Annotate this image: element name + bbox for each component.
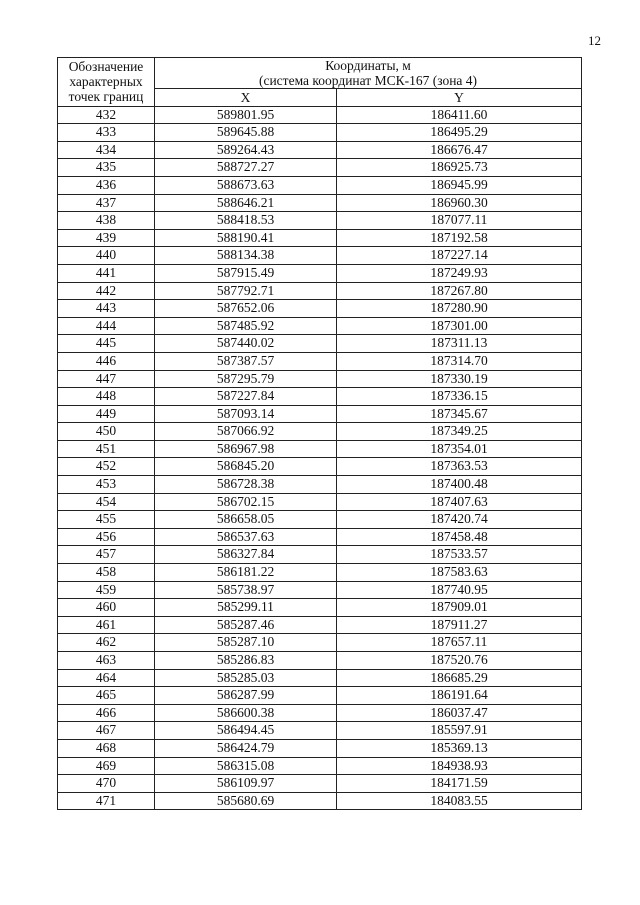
table-row [58, 687, 582, 705]
header-point-line-1: Обозначение [68, 59, 144, 75]
table-row [58, 440, 582, 458]
y-coordinate-cell: 187280.90 [337, 300, 582, 318]
table-header [58, 58, 582, 107]
page-number: 12 [588, 33, 601, 48]
point-id-cell: 450 [58, 423, 155, 441]
x-coordinate-cell: 586327.84 [155, 546, 337, 564]
point-id-cell: 454 [58, 493, 155, 511]
point-id-cell: 438 [58, 212, 155, 230]
x-coordinate-cell: 587093.14 [155, 405, 337, 423]
y-coordinate-cell: 185369.13 [337, 739, 582, 757]
y-coordinate-cell: 187533.57 [337, 546, 582, 564]
table-row [58, 476, 582, 494]
table-row [58, 405, 582, 423]
header-y: Y [337, 89, 582, 107]
x-coordinate-cell: 587295.79 [155, 370, 337, 388]
x-coordinate-cell: 586537.63 [155, 528, 337, 546]
point-id-cell: 432 [58, 106, 155, 124]
x-coordinate-cell: 587227.84 [155, 388, 337, 406]
table-row [58, 775, 582, 793]
table-row [58, 669, 582, 687]
x-coordinate-cell: 586600.38 [155, 704, 337, 722]
table-body [58, 106, 582, 810]
y-coordinate-cell: 187740.95 [337, 581, 582, 599]
y-coordinate-cell: 184171.59 [337, 775, 582, 793]
x-coordinate-cell: 587652.06 [155, 300, 337, 318]
table-row [58, 599, 582, 617]
point-id-cell: 444 [58, 317, 155, 335]
point-id-cell: 458 [58, 564, 155, 582]
x-coordinate-cell: 587792.71 [155, 282, 337, 300]
x-coordinate-cell: 585287.46 [155, 616, 337, 634]
table-row [58, 792, 582, 810]
header-coordinates-title: Координаты, м [325, 58, 411, 73]
table-row [58, 247, 582, 265]
y-coordinate-cell: 187400.48 [337, 476, 582, 494]
y-coordinate-cell: 187349.25 [337, 423, 582, 441]
x-coordinate-cell: 585680.69 [155, 792, 337, 810]
table-row [58, 176, 582, 194]
x-coordinate-cell: 586494.45 [155, 722, 337, 740]
x-coordinate-cell: 586658.05 [155, 511, 337, 529]
table-row [58, 124, 582, 142]
point-id-cell: 449 [58, 405, 155, 423]
table-row [58, 106, 582, 124]
point-id-cell: 464 [58, 669, 155, 687]
y-coordinate-cell: 187520.76 [337, 652, 582, 670]
table-row [58, 704, 582, 722]
header-point-designation [58, 58, 155, 107]
point-id-cell: 434 [58, 141, 155, 159]
y-coordinate-cell: 187077.11 [337, 212, 582, 230]
point-id-cell: 470 [58, 775, 155, 793]
y-coordinate-cell: 187330.19 [337, 370, 582, 388]
point-id-cell: 451 [58, 440, 155, 458]
x-coordinate-cell: 586967.98 [155, 440, 337, 458]
point-id-cell: 457 [58, 546, 155, 564]
y-coordinate-cell: 187911.27 [337, 616, 582, 634]
point-id-cell: 443 [58, 300, 155, 318]
y-coordinate-cell: 187314.70 [337, 352, 582, 370]
header-x: X [155, 89, 337, 107]
coordinates-table [57, 57, 582, 810]
header-coordinates [155, 58, 582, 89]
y-coordinate-cell: 187583.63 [337, 564, 582, 582]
x-coordinate-cell: 588190.41 [155, 229, 337, 247]
table-row [58, 264, 582, 282]
point-id-cell: 441 [58, 264, 155, 282]
x-coordinate-cell: 585738.97 [155, 581, 337, 599]
point-id-cell: 455 [58, 511, 155, 529]
x-coordinate-cell: 587440.02 [155, 335, 337, 353]
y-coordinate-cell: 187311.13 [337, 335, 582, 353]
point-id-cell: 436 [58, 176, 155, 194]
x-coordinate-cell: 588673.63 [155, 176, 337, 194]
y-coordinate-cell: 187301.00 [337, 317, 582, 335]
x-coordinate-cell: 588418.53 [155, 212, 337, 230]
table-row [58, 159, 582, 177]
point-id-cell: 448 [58, 388, 155, 406]
x-coordinate-cell: 589801.95 [155, 106, 337, 124]
header-coordinate-system: (система координат МСК-167 (зона 4) [258, 73, 478, 88]
y-coordinate-cell: 187657.11 [337, 634, 582, 652]
point-id-cell: 460 [58, 599, 155, 617]
header-point-line-2: характерных [69, 74, 143, 90]
x-coordinate-cell: 585299.11 [155, 599, 337, 617]
point-id-cell: 469 [58, 757, 155, 775]
point-id-cell: 446 [58, 352, 155, 370]
table-row [58, 212, 582, 230]
point-id-cell: 435 [58, 159, 155, 177]
table-row [58, 652, 582, 670]
x-coordinate-cell: 589264.43 [155, 141, 337, 159]
y-coordinate-cell: 184938.93 [337, 757, 582, 775]
x-coordinate-cell: 588134.38 [155, 247, 337, 265]
table-row [58, 282, 582, 300]
y-coordinate-cell: 186925.73 [337, 159, 582, 177]
table-row [58, 141, 582, 159]
table-row [58, 634, 582, 652]
table-row [58, 493, 582, 511]
x-coordinate-cell: 586728.38 [155, 476, 337, 494]
y-coordinate-cell: 187407.63 [337, 493, 582, 511]
table-row [58, 300, 582, 318]
y-coordinate-cell: 186495.29 [337, 124, 582, 142]
x-coordinate-cell: 587485.92 [155, 317, 337, 335]
y-coordinate-cell: 187267.80 [337, 282, 582, 300]
y-coordinate-cell: 187354.01 [337, 440, 582, 458]
table-row [58, 458, 582, 476]
x-coordinate-cell: 586181.22 [155, 564, 337, 582]
x-coordinate-cell: 586702.15 [155, 493, 337, 511]
y-coordinate-cell: 187192.58 [337, 229, 582, 247]
point-id-cell: 453 [58, 476, 155, 494]
y-coordinate-cell: 187227.14 [337, 247, 582, 265]
point-id-cell: 440 [58, 247, 155, 265]
table-row [58, 352, 582, 370]
table-row [58, 616, 582, 634]
table-row [58, 370, 582, 388]
y-coordinate-cell: 186960.30 [337, 194, 582, 212]
table-row [58, 564, 582, 582]
table-row [58, 317, 582, 335]
point-id-cell: 439 [58, 229, 155, 247]
point-id-cell: 447 [58, 370, 155, 388]
table-row [58, 229, 582, 247]
point-id-cell: 467 [58, 722, 155, 740]
point-id-cell: 471 [58, 792, 155, 810]
y-coordinate-cell: 186411.60 [337, 106, 582, 124]
table-row [58, 335, 582, 353]
y-coordinate-cell: 187363.53 [337, 458, 582, 476]
table-row [58, 722, 582, 740]
x-coordinate-cell: 588646.21 [155, 194, 337, 212]
y-coordinate-cell: 187336.15 [337, 388, 582, 406]
table-row [58, 528, 582, 546]
x-coordinate-cell: 587066.92 [155, 423, 337, 441]
table-row [58, 388, 582, 406]
point-id-cell: 437 [58, 194, 155, 212]
point-id-cell: 452 [58, 458, 155, 476]
point-id-cell: 462 [58, 634, 155, 652]
point-id-cell: 456 [58, 528, 155, 546]
point-id-cell: 463 [58, 652, 155, 670]
x-coordinate-cell: 586109.97 [155, 775, 337, 793]
y-coordinate-cell: 186676.47 [337, 141, 582, 159]
y-coordinate-cell: 186945.99 [337, 176, 582, 194]
table-row [58, 511, 582, 529]
header-point-line-3: точек границ [68, 89, 144, 105]
point-id-cell: 445 [58, 335, 155, 353]
y-coordinate-cell: 184083.55 [337, 792, 582, 810]
table-row [58, 739, 582, 757]
point-id-cell: 468 [58, 739, 155, 757]
y-coordinate-cell: 186685.29 [337, 669, 582, 687]
x-coordinate-cell: 586287.99 [155, 687, 337, 705]
y-coordinate-cell: 186191.64 [337, 687, 582, 705]
y-coordinate-cell: 187249.93 [337, 264, 582, 282]
x-coordinate-cell: 585285.03 [155, 669, 337, 687]
x-coordinate-cell: 586315.08 [155, 757, 337, 775]
table-row [58, 757, 582, 775]
point-id-cell: 465 [58, 687, 155, 705]
x-coordinate-cell: 587387.57 [155, 352, 337, 370]
table-row [58, 423, 582, 441]
x-coordinate-cell: 585287.10 [155, 634, 337, 652]
y-coordinate-cell: 187909.01 [337, 599, 582, 617]
y-coordinate-cell: 187345.67 [337, 405, 582, 423]
y-coordinate-cell: 185597.91 [337, 722, 582, 740]
x-coordinate-cell: 585286.83 [155, 652, 337, 670]
x-coordinate-cell: 586845.20 [155, 458, 337, 476]
table-row [58, 581, 582, 599]
x-coordinate-cell: 589645.88 [155, 124, 337, 142]
y-coordinate-cell: 187458.48 [337, 528, 582, 546]
x-coordinate-cell: 587915.49 [155, 264, 337, 282]
point-id-cell: 466 [58, 704, 155, 722]
x-coordinate-cell: 588727.27 [155, 159, 337, 177]
point-id-cell: 459 [58, 581, 155, 599]
table-row [58, 194, 582, 212]
point-id-cell: 461 [58, 616, 155, 634]
x-coordinate-cell: 586424.79 [155, 739, 337, 757]
y-coordinate-cell: 187420.74 [337, 511, 582, 529]
point-id-cell: 433 [58, 124, 155, 142]
table-row [58, 546, 582, 564]
y-coordinate-cell: 186037.47 [337, 704, 582, 722]
point-id-cell: 442 [58, 282, 155, 300]
